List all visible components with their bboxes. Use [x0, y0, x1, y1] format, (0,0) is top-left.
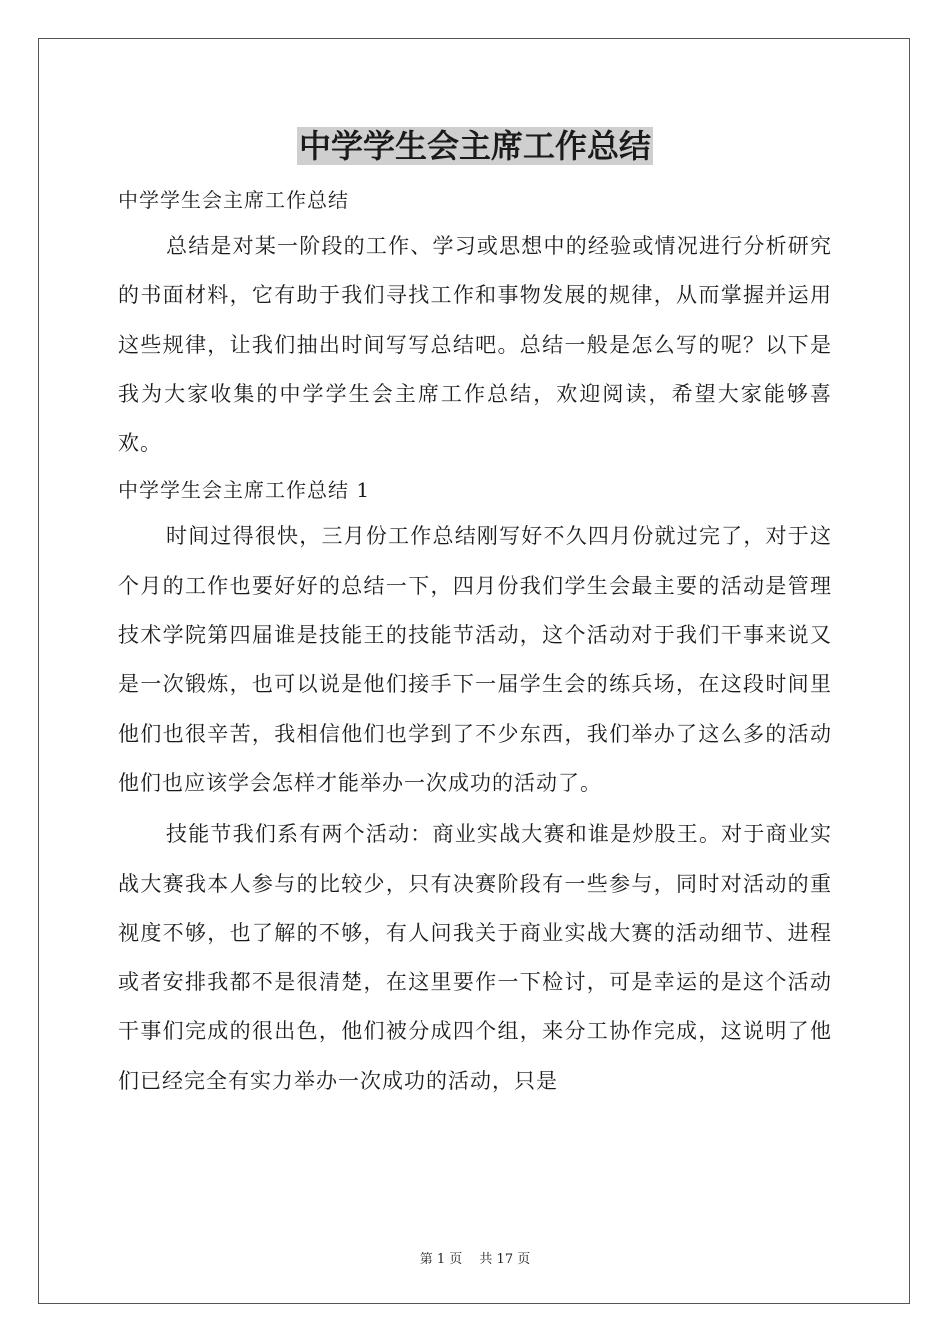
document-body — [118, 178, 832, 1106]
document-title-block — [0, 124, 950, 168]
document-title: 中学学生会主席工作总结 — [298, 127, 651, 165]
page-footer: 第 1 页 共 17 页 — [419, 1252, 531, 1267]
section-heading: 中学学生会主席工作总结 1 — [118, 478, 371, 503]
intro-paragraph: 总结是对某一阶段的工作、学习或思想中的经验或情况进行分析研究的书面材料，它有助于我们寻找工作和事物发展的规律，从而掌握并运用这些规律，让我们抽出时间写写总结吧。总结一般是怎么写的呢？以下是我为大家收集的中学学生会主席工作总结，欢迎阅读，希望大家能够喜欢。 — [118, 234, 832, 456]
subtitle: 中学学生会主席工作总结 — [118, 188, 349, 212]
body-paragraph-1: 时间过得很快，三月份工作总结刚写好不久四月份就过完了，对于这个月的工作也要好好的总结一下，四月份我们学生会最主要的活动是管理技术学院第四届谁是技能王的技能节活动，这个活动对于我们干事来说又是一次锻炼，也可以说是他们接手下一届学生会的练兵场，在这段时间里他们也很辛苦，我相信他们也学到了不少东西，我们举办了这么多的活动他们也应该学会怎样才能举办一次成功的活动了。 — [118, 524, 832, 795]
body-paragraph-2: 技能节我们系有两个活动：商业实战大赛和谁是炒股王。对于商业实战大赛我本人参与的比较少，只有决赛阶段有一些参与，同时对活动的重视度不够，也了解的不够，有人问我关于商业实战大赛的活动细节、进程或者安排我都不是很清楚，在这里要作一下检讨，可是幸运的是这个活动干事们完成的很出色，他们被分成四个组，来分工协作完成，这说明了他们已经完全有实力举办一次成功的活动，只是 — [118, 822, 832, 1093]
